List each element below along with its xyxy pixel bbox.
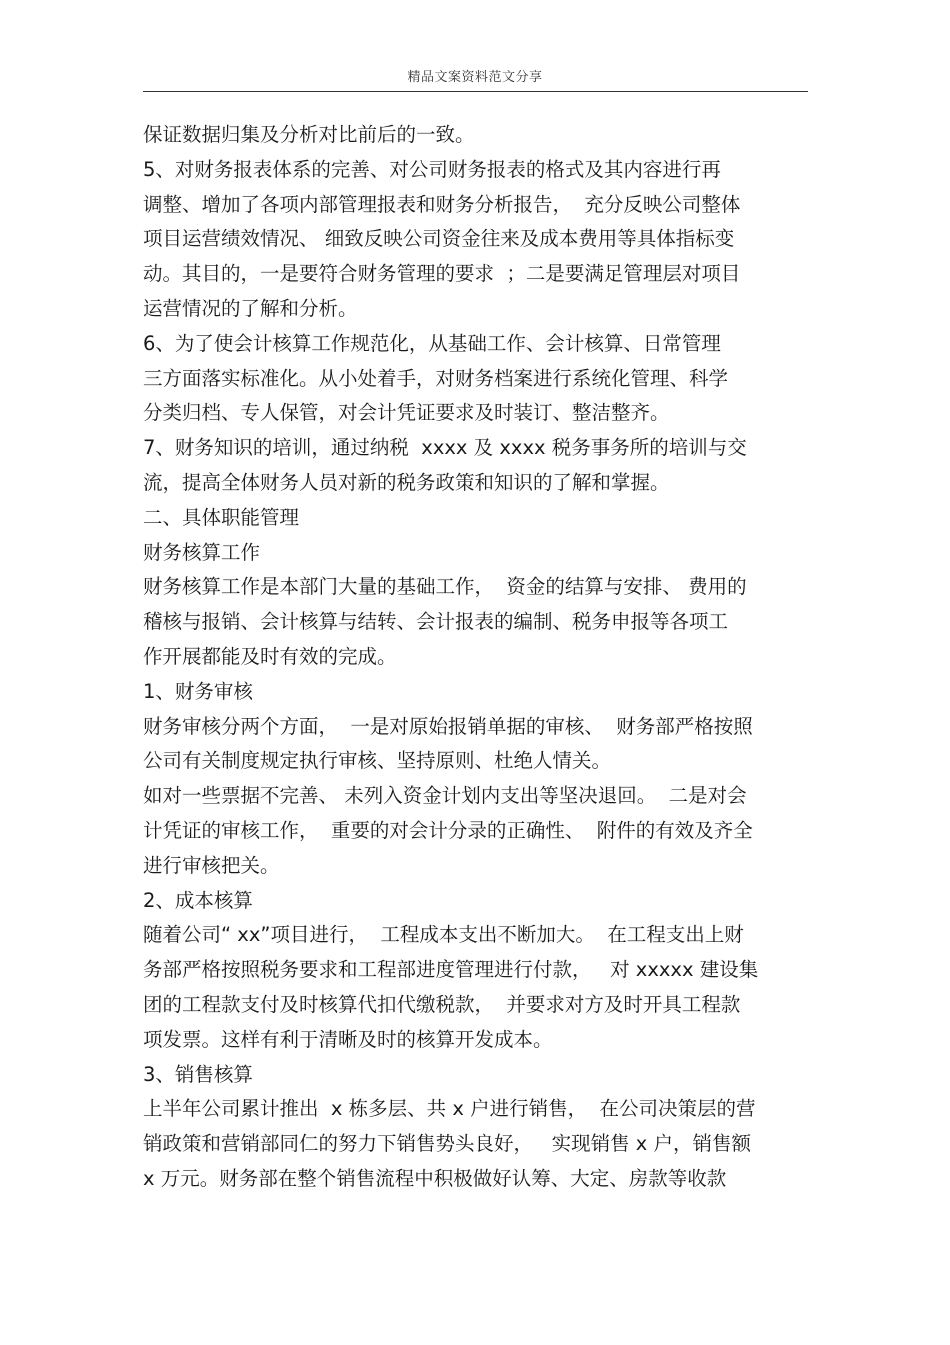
text-line: 7、财务知识的培训，通过纳税 xxxx 及 xxxx 税务事务所的培训与交 <box>143 436 747 460</box>
item-heading: 1、财务审核 <box>143 679 253 703</box>
text-line: 6、为了使会计核算工作规范化，从基础工作、会计核算、日常管理 <box>143 331 721 355</box>
section-heading: 二、具体职能管理 <box>143 505 300 529</box>
item-heading: 2、成本核算 <box>143 888 253 912</box>
text-line: 团的工程款支付及时核算代扣代缴税款， 并要求对方及时开具工程款 <box>143 992 741 1016</box>
text-line: 进行审核把关。 <box>143 853 280 877</box>
text-line: 项发票。这样有利于清晰及时的核算开发成本。 <box>143 1027 553 1051</box>
page-header-title: 精品文案资料范文分享 <box>407 70 543 85</box>
text-line: 保证数据归集及分析对比前后的一致。 <box>143 123 475 146</box>
text-line: 动。其目的，一是要符合财务管理的要求 ；二是要满足管理层对项目 <box>143 262 741 286</box>
text-line: x 万元。财务部在整个销售流程中积极做好认筹、大定、房款等收款 <box>143 1166 727 1190</box>
text-line: 公司有关制度规定执行审核、坚持原则、杜绝人情关。 <box>143 749 612 773</box>
text-line: 流，提高全体财务人员对新的税务政策和知识的了解和掌握。 <box>143 470 670 494</box>
text-line: 计凭证的审核工作， 重要的对会计分录的正确性、 附件的有效及齐全 <box>143 818 753 842</box>
text-line: 项目运营绩效情况、 细致反映公司资金往来及成本费用等具体指标变 <box>143 227 735 251</box>
text-line: 运营情况的了解和分析。 <box>143 296 358 320</box>
header-divider <box>143 91 808 92</box>
text-line: 财务核算工作是本部门大量的基础工作， 资金的结算与安排、 费用的 <box>143 575 747 599</box>
item-heading: 3、销售核算 <box>143 1062 253 1086</box>
text-line: 作开展都能及时有效的完成。 <box>143 644 397 668</box>
text-line: 如对一些票据不完善、 未列入资金计划内支出等坚决退回。 二是对会 <box>143 784 747 808</box>
text-line: 上半年公司累计推出 x 栋多层、共 x 户进行销售， 在公司决策层的营 <box>143 1097 756 1121</box>
text-line: 随着公司“ xx”项目进行， 工程成本支出不断加大。 在工程支出上财 <box>143 923 744 947</box>
text-line: 三方面落实标准化。从小处着手，对财务档案进行系统化管理、科学 <box>143 366 729 390</box>
text-line: 稽核与报销、会计核算与结转、会计报表的编制、税务申报等各项工 <box>143 610 729 634</box>
text-line: 务部严格按照税务要求和工程部进度管理进行付款， 对 xxxxx 建设集 <box>143 958 759 982</box>
subsection-heading: 财务核算工作 <box>143 540 261 564</box>
text-line: 5、对财务报表体系的完善、对公司财务报表的格式及其内容进行再 <box>143 157 721 181</box>
text-line: 财务审核分两个方面， 一是对原始报销单据的审核、 财务部严格按照 <box>143 714 753 738</box>
text-line: 销政策和营销部同仁的努力下销售势头良好， 实现销售 x 户，销售额 <box>143 1132 752 1156</box>
text-line: 调整、增加了各项内部管理报表和财务分析报告， 充分反映公司整体 <box>143 192 741 216</box>
document-body <box>143 118 813 1197</box>
text-line: 分类归档、专人保管，对会计凭证要求及时装订、整洁整齐。 <box>143 401 670 425</box>
